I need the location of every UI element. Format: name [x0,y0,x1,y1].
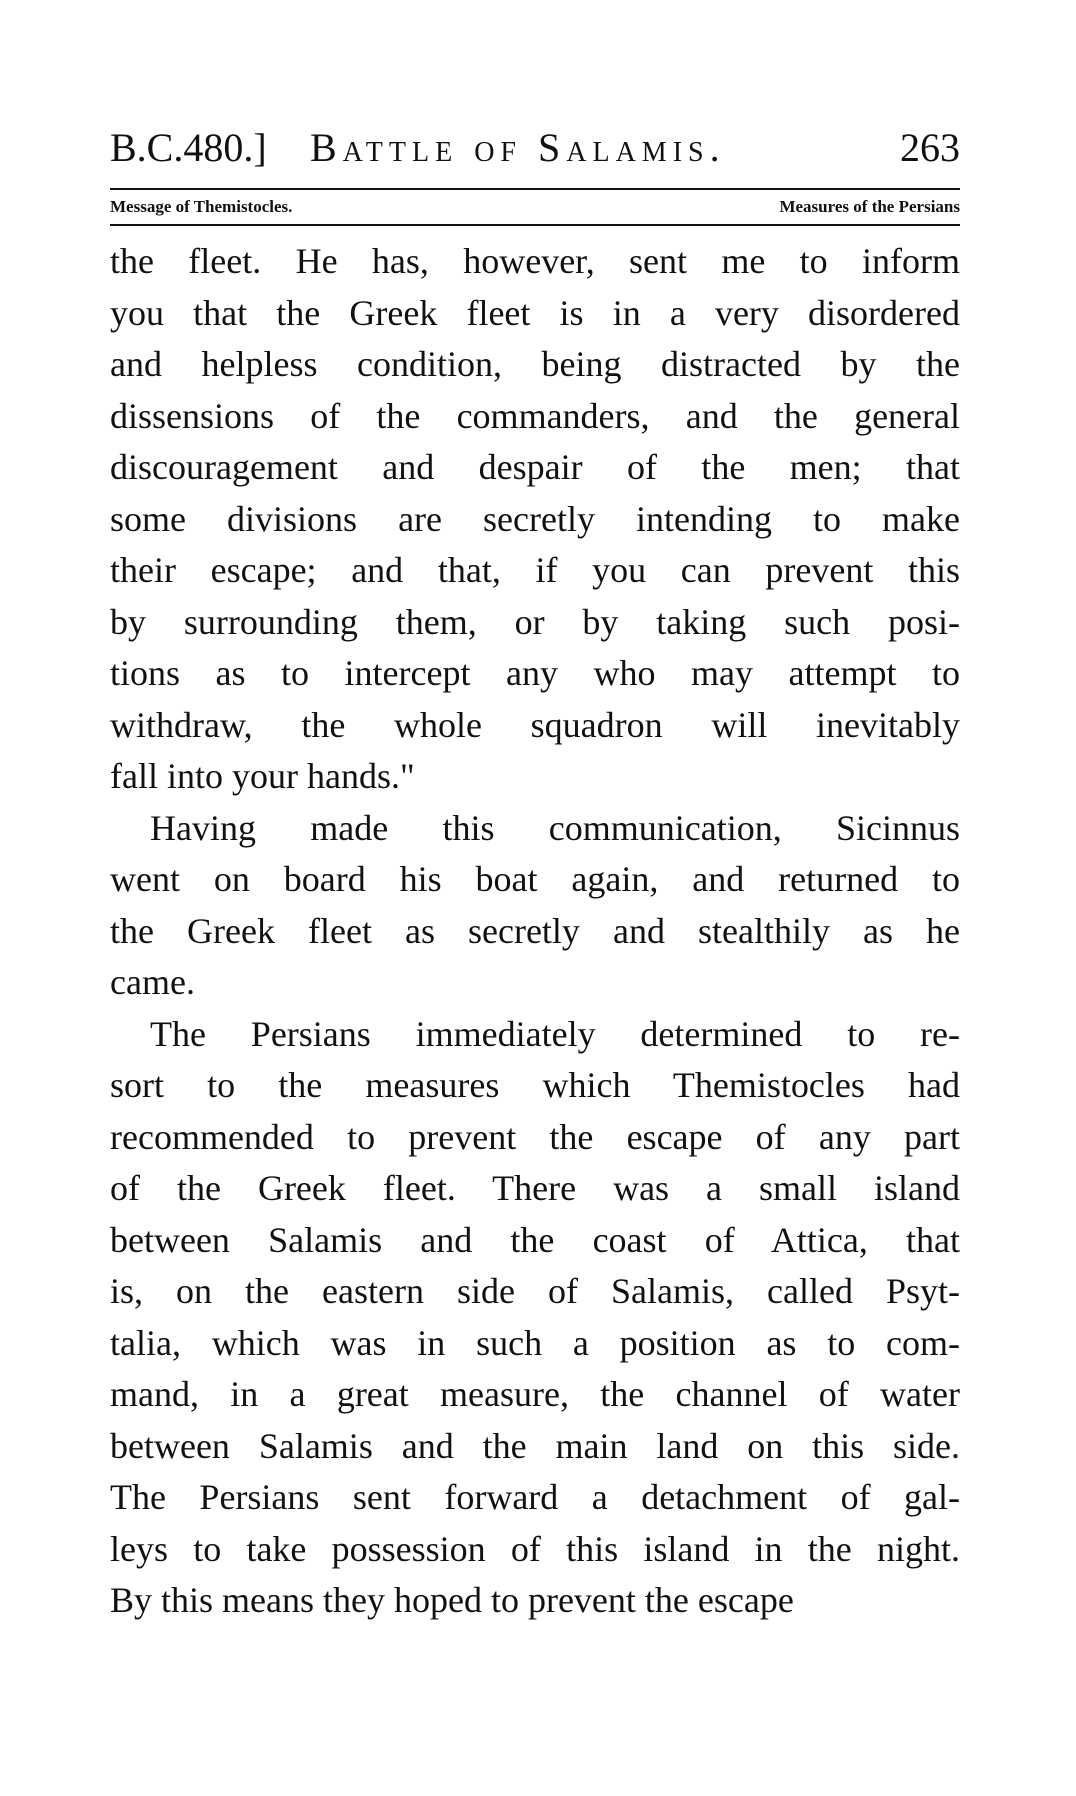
text-line: between Salamis and the main land on this side. [110,1425,960,1466]
text-line: went on board his boat again, and returned to [110,859,960,899]
text-line: you that the Greek fleet is in a very disordered [110,292,960,333]
text-line: fall into your hands." [110,756,415,796]
text-line: the fleet. He has, however, sent me to inform [110,241,960,281]
subhead-right: Measures of the Persians [779,197,960,216]
book-page [110,118,960,1627]
text-line: tions as to intercept any who may attempt to [110,653,960,693]
text-line: dissensions of the commanders, and the general [110,395,960,436]
text-line: The Persians sent forward a detachment of gal- [110,1477,960,1517]
page-number: 263 [900,125,960,170]
running-head-date: B.C.480.] [110,125,267,170]
text-line: some divisions are secretly intending to make [110,498,960,539]
running-head [110,118,960,178]
running-head-title: Battle of Salamis. [310,125,726,170]
paragraph [110,803,960,1009]
text-line: the Greek fleet as secretly and stealthily as he [110,910,960,951]
header-rule-bottom [110,224,960,226]
text-line: sort to the measures which Themistocles had [110,1065,960,1105]
text-line: and helpless condition, being distracted by the [110,344,960,384]
marginal-subheads [110,190,960,224]
text-line: is, on the eastern side of Salamis, called Psyt- [110,1271,960,1311]
text-line: of the Greek fleet. There was a small island [110,1168,960,1208]
text-line: by surrounding them, or by taking such posi- [110,601,960,642]
text-line: talia, which was in such a position as to com- [110,1322,960,1363]
text-line: came. [110,962,195,1002]
text-line: between Salamis and the coast of Attica, that [110,1219,960,1260]
text-line: leys to take possession of this island in the night. [110,1528,960,1569]
text-line: mand, in a great measure, the channel of water [110,1374,960,1414]
text-line: The Persians immediately determined to re- [150,1013,960,1054]
text-line: discouragement and despair of the men; that [110,447,960,487]
paragraph [110,236,960,803]
subhead-left: Message of Themistocles. [110,197,293,216]
text-line: withdraw, the whole squadron will inevitably [110,704,960,745]
paragraph [110,1009,960,1627]
text-line: their escape; and that, if you can prevent this [110,550,960,590]
text-line: recommended to prevent the escape of any part [110,1116,960,1157]
body-text [110,236,960,1627]
text-line: By this means they hoped to prevent the escape [110,1580,794,1620]
text-line: Having made this communication, Sicinnus [150,807,960,848]
